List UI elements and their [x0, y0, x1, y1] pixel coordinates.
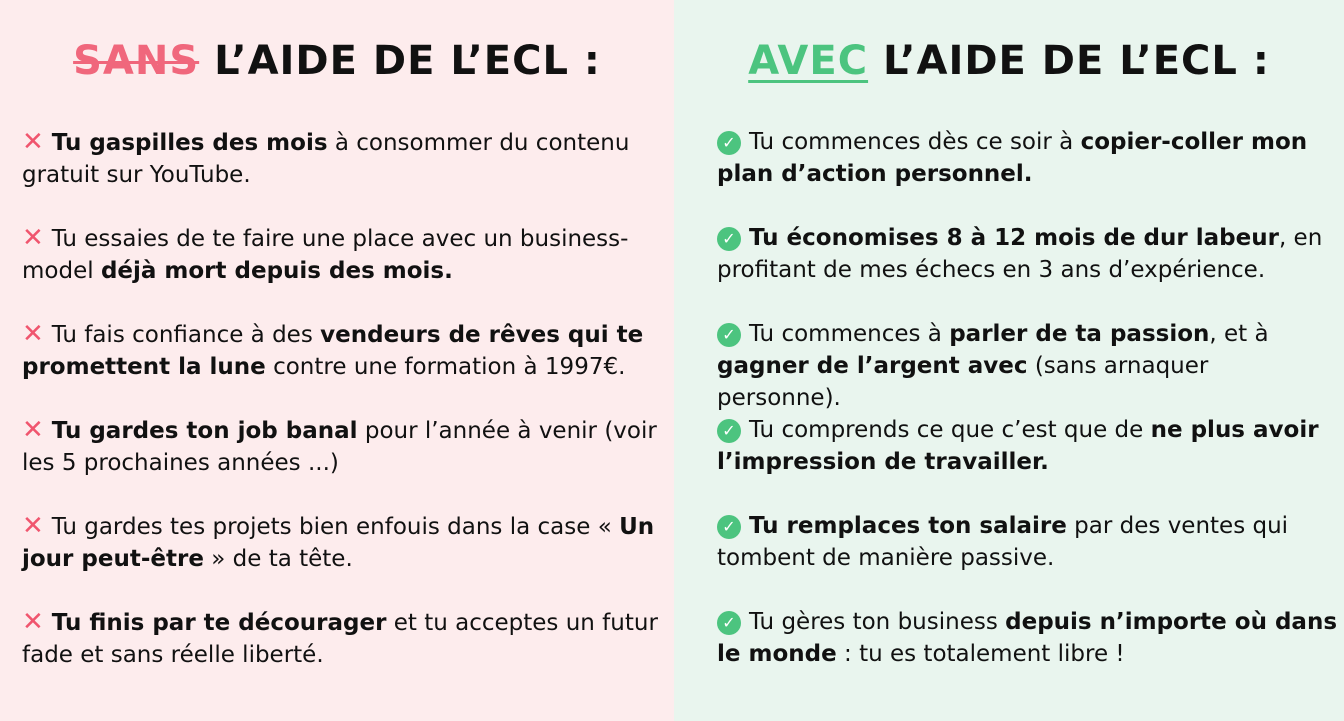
item-bold: Tu finis par te décourager: [51, 610, 387, 636]
item-text: à consommer du contenu gratuit sur YouTube.: [22, 130, 630, 188]
item-text: Tu fais confiance à des: [51, 322, 321, 348]
with-ecl-heading: [674, 38, 1344, 84]
item-bold: vendeurs de rêves qui te promettent la lune: [22, 322, 644, 380]
item-text: et tu acceptes un futur fade et sans réelle liberté.: [22, 610, 658, 668]
cross-icon: ✕: [22, 223, 44, 253]
item-bold: copier-coller mon plan d’action personnel.: [717, 129, 1308, 187]
heading-keyword-avec: AVEC: [748, 38, 869, 84]
item-text: , en profitant de mes échecs en 3 ans d’expérience.: [717, 225, 1323, 283]
item-text: » de ta tête.: [203, 546, 353, 572]
item-text: Tu gardes tes projets bien enfouis dans la case «: [51, 514, 620, 540]
item-bold: déjà mort depuis des mois.: [100, 258, 453, 284]
heading-text: L’AIDE DE L’ECL :: [199, 38, 601, 84]
item-text: pour l’année à venir (voir les 5 prochaines années ...): [22, 418, 657, 476]
without-ecl-heading: [0, 38, 674, 84]
item-bold: ne plus avoir l’impression de travailler.: [717, 417, 1319, 475]
heading-keyword-sans: SANS: [73, 38, 200, 84]
list-item: [717, 606, 1337, 670]
item-text: : tu es totalement libre !: [836, 641, 1125, 667]
item-bold: Tu gaspilles des mois: [51, 130, 328, 156]
cross-icon: ✕: [22, 511, 44, 541]
list-item: [22, 318, 662, 382]
item-text: (sans arnaquer personne).: [717, 353, 1209, 411]
list-item: [717, 222, 1337, 286]
item-bold: depuis n’importe où dans le monde: [717, 609, 1338, 667]
item-text: Tu gères ton business: [749, 609, 1006, 635]
list-item: [22, 606, 662, 670]
without-ecl-list: [22, 126, 662, 702]
check-circle-icon: ✓: [717, 131, 741, 155]
list-item: [22, 510, 662, 574]
check-circle-icon: ✓: [717, 515, 741, 539]
item-bold: Tu gardes ton job banal: [51, 418, 358, 444]
item-text: contre une formation à 1997€.: [265, 354, 626, 380]
item-text: par des ventes qui tombent de manière passive.: [717, 513, 1289, 571]
list-item: [22, 222, 662, 286]
item-bold: parler de ta passion: [949, 321, 1210, 347]
item-bold: Un jour peut-être: [22, 514, 655, 572]
item-bold: Tu remplaces ton salaire: [749, 513, 1067, 539]
list-item: [22, 126, 662, 190]
cross-icon: ✕: [22, 607, 44, 637]
item-text: Tu commences dès ce soir à: [749, 129, 1081, 155]
check-circle-icon: ✓: [717, 611, 741, 635]
list-item: [717, 510, 1337, 574]
check-circle-icon: ✓: [717, 227, 741, 251]
check-circle-icon: ✓: [717, 419, 741, 443]
cross-icon: ✕: [22, 319, 44, 349]
list-item: [717, 318, 1337, 411]
list-item: [717, 414, 1337, 478]
item-text: Tu comprends ce que c’est que de: [749, 417, 1151, 443]
with-ecl-list: [717, 126, 1337, 702]
heading-text: L’AIDE DE L’ECL :: [868, 38, 1270, 84]
cross-icon: ✕: [22, 415, 44, 445]
item-text: , et à: [1209, 321, 1269, 347]
list-item: [717, 126, 1337, 190]
item-bold: gagner de l’argent avec: [717, 353, 1028, 379]
item-bold: Tu économises 8 à 12 mois de dur labeur: [749, 225, 1279, 251]
cross-icon: ✕: [22, 127, 44, 157]
list-item: [22, 414, 662, 478]
item-text: Tu essaies de te faire une place avec un business-model: [22, 226, 629, 284]
check-circle-icon: ✓: [717, 323, 741, 347]
item-text: Tu commences à: [749, 321, 950, 347]
